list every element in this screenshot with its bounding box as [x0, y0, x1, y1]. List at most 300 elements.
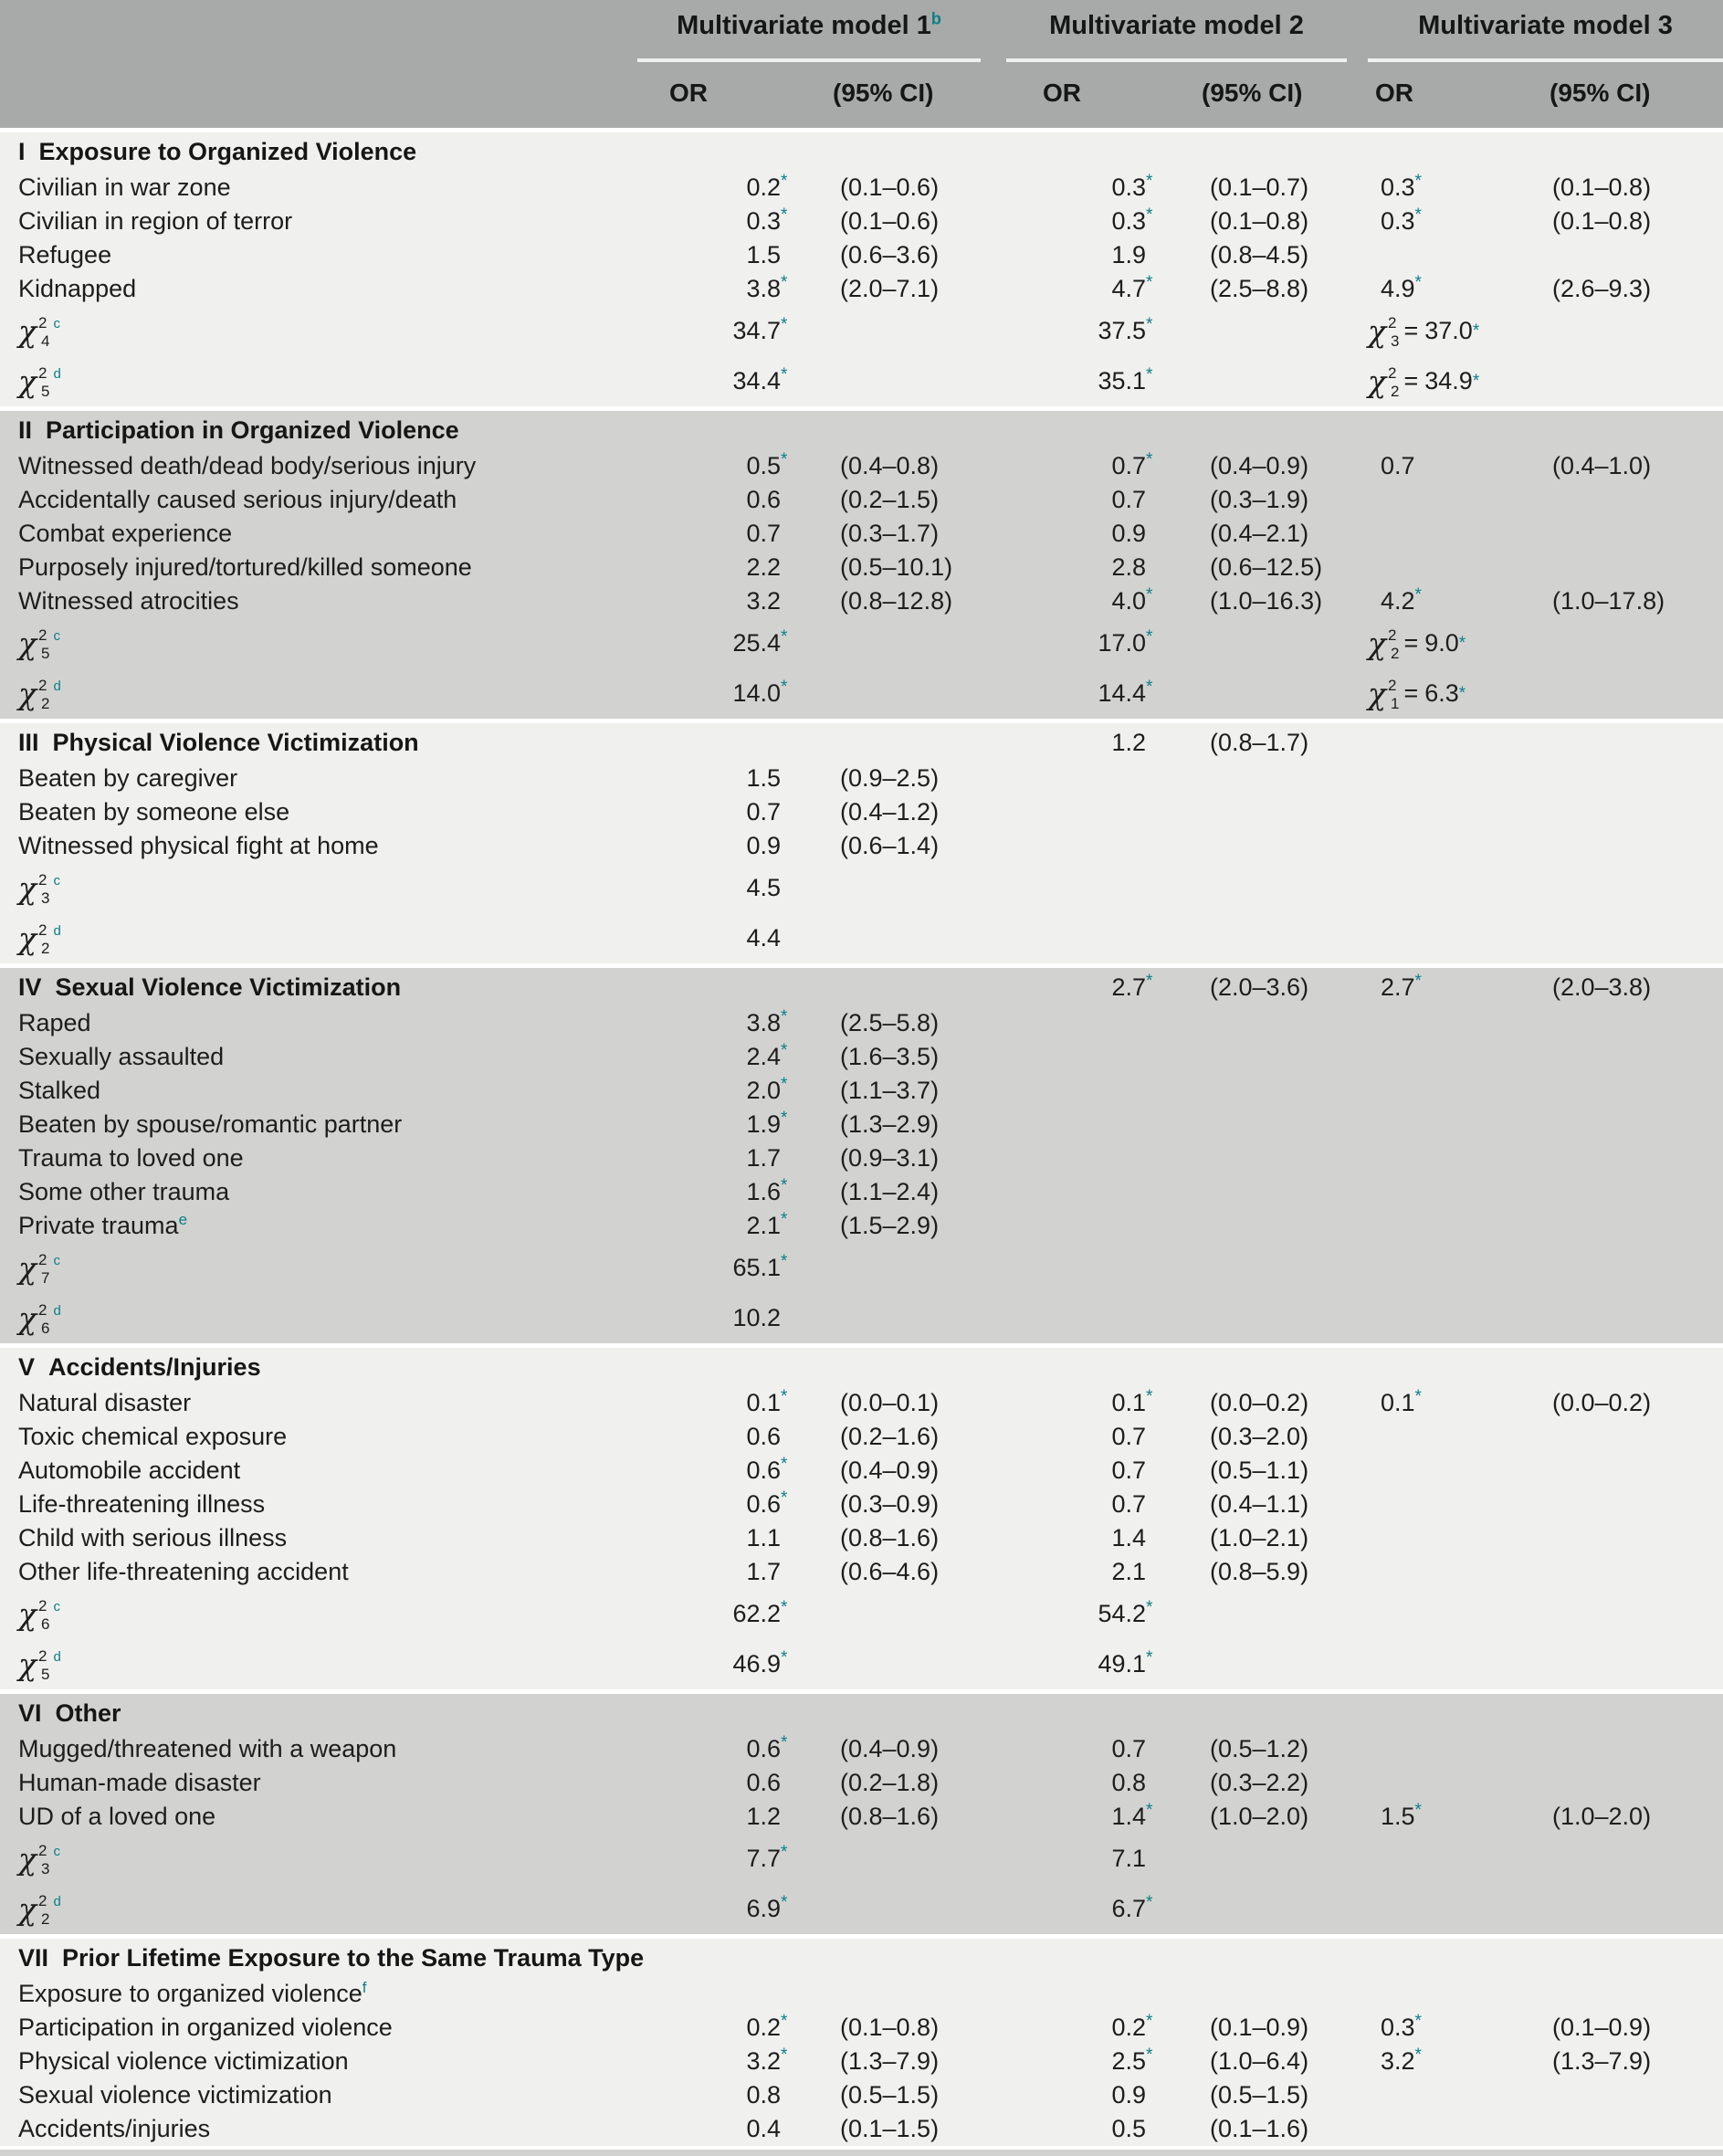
chi-number: 7.7 — [746, 1845, 781, 1872]
chi-value: 54.2* — [1098, 1598, 1153, 1627]
ci-value — [1146, 486, 1379, 514]
chi-value: 14.0* — [732, 678, 788, 707]
chi-number: 65.1 — [732, 1254, 781, 1281]
or-value: 3.2* — [746, 2046, 788, 2075]
section-header-label — [0, 1943, 645, 1972]
ci-value — [781, 1735, 1009, 1763]
or-number: 3.8 — [746, 1009, 781, 1036]
significance-star: * — [1414, 172, 1422, 191]
or-value — [630, 1769, 781, 1797]
row-label-text: Beaten by someone else — [18, 798, 290, 826]
section-header-label — [0, 729, 630, 757]
ci-text: (0.5–1.1) — [1210, 1457, 1309, 1484]
chi-df: 6 — [41, 1320, 50, 1337]
chi-sub-sup-stack — [1388, 365, 1399, 399]
or-value: 0.7* — [1111, 450, 1153, 479]
row-label-text: Automobile accident — [18, 1457, 241, 1484]
section-numeral: IV — [18, 973, 42, 1001]
ci-text: (2.5–8.8) — [1210, 275, 1309, 302]
ci-text: (0.4–1.2) — [840, 798, 940, 826]
chi-glyph: χ — [1368, 626, 1386, 661]
ci-text: (1.3–7.9) — [840, 2047, 940, 2075]
or-number: 2.7 — [1381, 973, 1415, 1001]
chi-value: 25.4* — [732, 627, 788, 657]
chi-value: 46.9* — [732, 1648, 788, 1677]
model1-title-text: Multivariate model 1 — [677, 11, 931, 40]
ci-value — [1146, 729, 1379, 757]
chi-square-symbol — [18, 1597, 60, 1631]
chi-square-row — [0, 356, 1723, 406]
chi-exponent: 2 c — [38, 626, 60, 644]
row-label — [0, 1490, 630, 1519]
or-number: 0.6 — [746, 1769, 781, 1796]
ci-text: (1.1–2.4) — [840, 1178, 940, 1205]
or-number: 0.6 — [746, 1735, 781, 1762]
chi-number: 34.9 — [1424, 367, 1473, 394]
ci-value — [1552, 587, 1723, 615]
ci-value — [781, 832, 1009, 860]
row-label-text: Other life-threatening accident — [18, 1558, 349, 1585]
section-header-row — [0, 1694, 1723, 1732]
chi-number: 14.0 — [732, 679, 781, 707]
chi-glyph: χ — [18, 1596, 37, 1632]
ci-value — [1146, 587, 1379, 615]
ci-text: (0.9–2.5) — [840, 764, 940, 792]
or-number: 1.1 — [746, 1524, 781, 1551]
ci-value — [1146, 2115, 1379, 2143]
ci-text: (1.5–2.9) — [840, 1212, 940, 1239]
row-label-text: Participation in organized violence — [18, 2014, 393, 2041]
chi-square-symbol — [18, 626, 60, 660]
chi-square-symbol — [1368, 626, 1399, 660]
chi-sub-sup-stack — [38, 365, 61, 399]
ci-value — [781, 1212, 1009, 1240]
or-number: 1.9 — [746, 1110, 781, 1138]
chi-df: 5 — [41, 383, 50, 400]
or-value — [1009, 1490, 1146, 1519]
section-numeral: III — [18, 728, 39, 756]
or-value — [1009, 1457, 1146, 1485]
chi-glyph: χ — [1368, 313, 1386, 349]
row-label-text: Civilian in war zone — [18, 174, 231, 201]
data-row — [0, 1800, 1723, 1834]
section-header-row — [0, 968, 1723, 1006]
row-label — [0, 520, 630, 548]
ci-text: (0.1–0.6) — [840, 207, 940, 235]
ci-text: (0.6–3.6) — [840, 241, 940, 268]
chi-row-label — [0, 1597, 630, 1631]
chi-square-symbol — [18, 1251, 60, 1285]
ci-value — [1146, 452, 1379, 480]
ci-text: (0.4–0.9) — [840, 1735, 940, 1762]
section-numeral: II — [18, 415, 33, 444]
chi-glyph: χ — [18, 870, 37, 906]
ci-text: (0.8–1.6) — [840, 1524, 940, 1551]
chi-footnote-letter: c — [53, 1253, 60, 1268]
chi-value: 62.2* — [732, 1598, 788, 1627]
chi-glyph: χ — [18, 1300, 37, 1336]
ci-value — [1146, 1558, 1379, 1586]
chi-square-symbol — [18, 1647, 61, 1681]
chi-footnote-letter: c — [53, 1599, 60, 1614]
or-number: 4.2 — [1381, 587, 1415, 615]
chi-df: 5 — [41, 1666, 50, 1683]
row-label — [0, 1389, 630, 1417]
chi-row-label — [0, 1251, 630, 1285]
chi-row-label — [0, 1892, 630, 1926]
chi-square-row — [0, 1293, 1723, 1343]
row-label — [0, 798, 630, 826]
model3-title-text: Multivariate model 3 — [1418, 11, 1673, 40]
ci-value — [781, 587, 1009, 615]
chi-footnote-letter: d — [53, 678, 61, 694]
chi-number: 17.0 — [1098, 629, 1146, 657]
or-value — [1009, 241, 1146, 269]
section-header-row — [0, 1348, 1723, 1386]
row-label — [0, 1212, 630, 1240]
section-title: Participation in Organized Violence — [46, 415, 459, 444]
row-label — [0, 241, 630, 269]
chi-number: 46.9 — [732, 1650, 781, 1677]
ci-text: (0.6–4.6) — [840, 1558, 940, 1585]
or-value — [1379, 207, 1552, 236]
chi-sub-sup-stack — [38, 1843, 60, 1877]
chi-number: 9.0 — [1424, 629, 1459, 657]
ci-text: (2.0–7.1) — [840, 275, 940, 302]
row-label-text: Raped — [18, 1009, 91, 1036]
data-row — [0, 1555, 1723, 1589]
or-value: 2.1* — [746, 1210, 788, 1239]
or-value: 0.6* — [746, 1733, 788, 1762]
chi-exponent: 2 c — [38, 1597, 60, 1614]
chi-value: 17.0* — [1098, 627, 1153, 657]
ci-text: (0.2–1.5) — [840, 486, 940, 513]
ci-value — [781, 2081, 1009, 2109]
or-number: 0.3 — [746, 207, 781, 235]
chi-footnote-letter: d — [53, 1649, 61, 1665]
equals-sign: = — [1403, 317, 1419, 344]
or-value — [1379, 2047, 1552, 2076]
ci-value — [1146, 1735, 1379, 1763]
or-value: 0.3* — [1111, 172, 1153, 201]
ci-text: (0.1–1.6) — [1210, 2115, 1309, 2142]
chi-row-label — [0, 1647, 630, 1681]
section-vii — [0, 1939, 1723, 2146]
model3-ci-column-header: (95% CI) — [1550, 79, 1651, 107]
or-value — [630, 2115, 781, 2143]
or-value — [630, 1803, 781, 1831]
row-footnote-sup: e — [178, 1211, 188, 1228]
section-title: Other — [55, 1699, 121, 1727]
or-number: 4.7 — [1111, 275, 1146, 302]
data-row — [0, 1732, 1723, 1766]
chi-square-row — [0, 618, 1723, 668]
chi-df: 2 — [1391, 383, 1400, 400]
section-vi — [0, 1694, 1723, 1934]
chi-exponent: 2 c — [38, 314, 60, 331]
ci-text: (0.2–1.6) — [840, 1423, 940, 1450]
section-title: Physical Violence Victimization — [52, 728, 419, 756]
chi-number: 62.2 — [732, 1600, 781, 1627]
chi-value: 35.1* — [1098, 365, 1153, 394]
ci-value — [1552, 1803, 1723, 1831]
row-label-text: Exposure to organized violence — [18, 1980, 362, 2007]
or-number: 1.7 — [746, 1558, 781, 1585]
equals-sign: = — [1403, 679, 1419, 707]
chi-expression — [1368, 676, 1723, 712]
section-numeral: VI — [18, 1699, 42, 1727]
chi-df: 2 — [41, 695, 50, 712]
or-number: 1.6 — [746, 1178, 781, 1205]
or-value: 0.3* — [746, 205, 788, 235]
row-label — [0, 174, 630, 202]
chi-square-symbol — [18, 1842, 60, 1876]
or-number: 0.6 — [746, 486, 781, 513]
chi-row-label — [0, 1842, 630, 1876]
section-title: Exposure to Organized Violence — [38, 137, 417, 165]
chi-value: 14.4* — [1098, 678, 1153, 707]
or-number: 4.0 — [1111, 587, 1146, 615]
ci-value — [781, 174, 1009, 202]
chi-value: 34.7* — [732, 315, 788, 344]
chi-exponent: 2 d — [38, 1647, 61, 1665]
data-row — [0, 171, 1723, 205]
data-row — [0, 2112, 1723, 2146]
row-label-text: Mugged/threatened with a weapon — [18, 1735, 397, 1762]
or-value — [630, 2081, 781, 2109]
ci-value — [781, 553, 1009, 582]
ci-value — [1552, 1389, 1723, 1417]
ci-text: (1.1–3.7) — [840, 1077, 940, 1104]
ci-value — [1146, 2014, 1379, 2042]
chi-expression-inline: χ 2 1 = 6.3 * — [1368, 676, 1466, 712]
chi-square-row — [0, 1834, 1723, 1884]
row-label — [0, 2047, 630, 2076]
chi-row-label — [0, 677, 630, 710]
data-row — [0, 1454, 1723, 1488]
ci-value — [1146, 241, 1379, 269]
row-label — [0, 1009, 630, 1037]
or-number: 2.4 — [746, 1043, 781, 1070]
or-number: 0.2 — [746, 2014, 781, 2041]
chi-number: 49.1 — [1098, 1650, 1146, 1677]
table-body — [0, 132, 1723, 2146]
or-value — [1379, 174, 1552, 202]
or-value — [1379, 973, 1552, 1002]
ci-text: (1.0–16.3) — [1210, 587, 1323, 615]
chi-df: 1 — [1391, 695, 1400, 712]
row-label-text: Human-made disaster — [18, 1769, 261, 1796]
row-label — [0, 764, 630, 793]
chi-value — [630, 1304, 781, 1332]
or-value: 2.5* — [1111, 2046, 1153, 2075]
ci-value — [781, 275, 1009, 303]
or-number: 0.7 — [1111, 1457, 1146, 1484]
chi-square-symbol — [18, 314, 60, 348]
or-number: 2.7 — [1111, 973, 1146, 1001]
significance-star: * — [1414, 2012, 1422, 2031]
model1-footnote-sup: b — [930, 9, 941, 28]
ci-value — [1552, 2047, 1723, 2076]
chi-df: 3 — [41, 889, 50, 907]
or-value — [630, 241, 781, 269]
ci-value — [781, 1490, 1009, 1519]
ci-text: (0.1–1.5) — [840, 2115, 940, 2142]
row-label-text: Witnessed death/dead body/serious injury — [18, 452, 477, 479]
chi-exponent: 2 d — [38, 364, 61, 382]
row-label — [0, 1178, 630, 1206]
row-label — [0, 1558, 630, 1586]
or-number: 0.6 — [746, 1457, 781, 1484]
ci-value — [1552, 174, 1723, 202]
row-label-text: Life-threatening illness — [18, 1490, 266, 1518]
row-label — [0, 1735, 630, 1763]
ci-text: (1.0–2.0) — [1552, 1803, 1652, 1830]
chi-number: 25.4 — [732, 629, 781, 657]
chi-sub-sup-stack — [38, 1598, 60, 1632]
ci-text: (0.1–0.9) — [1552, 2014, 1652, 2041]
chi-df: 7 — [41, 1269, 50, 1287]
chi-df: 3 — [41, 1860, 50, 1877]
model2-or-column-header: OR — [1043, 79, 1081, 107]
chi-exponent: 2 — [1388, 626, 1397, 644]
ci-text: (0.9–3.1) — [840, 1144, 940, 1172]
ci-value — [1552, 973, 1723, 1002]
chi-sub-sup-stack — [38, 922, 61, 956]
ci-value — [1146, 174, 1379, 202]
chi-exponent: 2 c — [38, 1251, 60, 1268]
ci-value — [781, 1524, 1009, 1552]
row-label-text: Witnessed physical fight at home — [18, 832, 379, 859]
or-value — [1379, 587, 1552, 615]
or-value — [1009, 553, 1146, 582]
ci-text: (0.0–0.2) — [1552, 1389, 1652, 1416]
or-number: 3.2 — [1381, 2047, 1415, 2075]
ci-text: (1.3–2.9) — [840, 1110, 940, 1138]
or-value — [1379, 1389, 1552, 1417]
or-value: 0.2* — [746, 172, 788, 201]
or-number: 2.1 — [746, 1212, 781, 1239]
or-number: 0.9 — [1111, 520, 1146, 547]
or-number: 0.7 — [746, 798, 781, 826]
section-iv — [0, 968, 1723, 1343]
or-number: 1.5 — [1381, 1803, 1415, 1830]
section-title: Prior Lifetime Exposure to the Same Trauma Type — [62, 1943, 645, 1972]
data-row — [0, 762, 1723, 795]
ci-text: (0.8–5.9) — [1210, 1558, 1309, 1585]
data-row — [0, 1420, 1723, 1454]
row-label-text: Civilian in region of terror — [18, 207, 293, 235]
model1-ci-column-header: (95% CI) — [833, 79, 934, 107]
or-value — [630, 520, 781, 548]
chi-glyph: χ — [18, 313, 37, 349]
ci-text: (1.6–3.5) — [840, 1043, 940, 1070]
row-footnote-sup: f — [362, 1979, 367, 1996]
or-number: 1.2 — [746, 1803, 781, 1830]
ci-text: (0.4–0.8) — [840, 452, 940, 479]
or-value: 4.0* — [1111, 585, 1153, 615]
row-label — [0, 1110, 630, 1139]
or-value — [1009, 2115, 1146, 2143]
chi-exponent: 2 d — [38, 921, 61, 939]
chi-number: 14.4 — [1098, 679, 1146, 707]
equals-sign: = — [1403, 367, 1419, 394]
row-label-text: Sexually assaulted — [18, 1043, 225, 1070]
or-value — [630, 1524, 781, 1552]
or-number: 0.3 — [1381, 174, 1415, 201]
ci-value — [781, 1389, 1009, 1417]
section-numeral: VII — [18, 1943, 49, 1972]
ci-text: (2.6–9.3) — [1552, 275, 1652, 302]
chi-glyph: χ — [18, 363, 37, 399]
or-value — [1009, 520, 1146, 548]
or-value: 0.6* — [746, 1488, 788, 1518]
or-number: 0.1 — [1381, 1389, 1415, 1416]
data-row — [0, 795, 1723, 829]
or-number: 0.3 — [1381, 2014, 1415, 2041]
chi-number: 35.1 — [1098, 367, 1146, 394]
ci-value — [781, 1558, 1009, 1586]
ci-value — [781, 207, 1009, 236]
section-v — [0, 1348, 1723, 1689]
or-value — [1009, 1558, 1146, 1586]
data-row — [0, 551, 1723, 584]
data-row — [0, 1175, 1723, 1209]
data-row — [0, 2045, 1723, 2078]
or-value: 1.4* — [1111, 1801, 1153, 1830]
ci-value — [1146, 1490, 1379, 1519]
or-number: 0.1 — [1111, 1389, 1146, 1416]
or-value: 3.8* — [746, 1007, 788, 1036]
section-numeral: V — [18, 1352, 36, 1381]
section-header-label — [0, 1353, 630, 1382]
row-label — [0, 553, 630, 582]
section-header-label — [0, 138, 630, 166]
or-value — [630, 553, 781, 582]
chi-square-row — [0, 1639, 1723, 1689]
or-number: 0.5 — [746, 452, 781, 479]
chi-exponent: 2 — [1388, 677, 1397, 694]
ci-value — [781, 1043, 1009, 1071]
or-value — [1009, 1423, 1146, 1451]
chi-square-row — [0, 306, 1723, 356]
ci-value — [1552, 2014, 1723, 2042]
chi-df: 6 — [41, 1615, 50, 1633]
ci-value — [781, 486, 1009, 514]
significance-star: * — [1414, 2046, 1422, 2065]
or-value: 1.6* — [746, 1176, 788, 1205]
row-label — [0, 1144, 630, 1173]
bottom-section-strip — [0, 2150, 1723, 2156]
ci-text: (2.0–3.8) — [1552, 973, 1652, 1001]
or-value — [630, 1558, 781, 1586]
section-header-row — [0, 1939, 1723, 1977]
or-value: 0.2* — [1111, 2012, 1153, 2041]
row-label-text: Physical violence victimization — [18, 2047, 349, 2075]
chi-row-label — [0, 364, 630, 398]
or-number: 0.2 — [1111, 2014, 1146, 2041]
or-number: 0.7 — [746, 520, 781, 547]
ci-value — [781, 1423, 1009, 1451]
ci-value — [1146, 1423, 1379, 1451]
data-row — [0, 584, 1723, 618]
ci-text: (2.5–5.8) — [840, 1009, 940, 1036]
chi-glyph: χ — [1368, 676, 1386, 711]
chi-sub-sup-stack — [38, 1893, 61, 1927]
ci-value — [1146, 553, 1379, 582]
ci-text: (0.5–1.5) — [1210, 2081, 1309, 2109]
ci-text: (1.0–2.1) — [1210, 1524, 1309, 1551]
